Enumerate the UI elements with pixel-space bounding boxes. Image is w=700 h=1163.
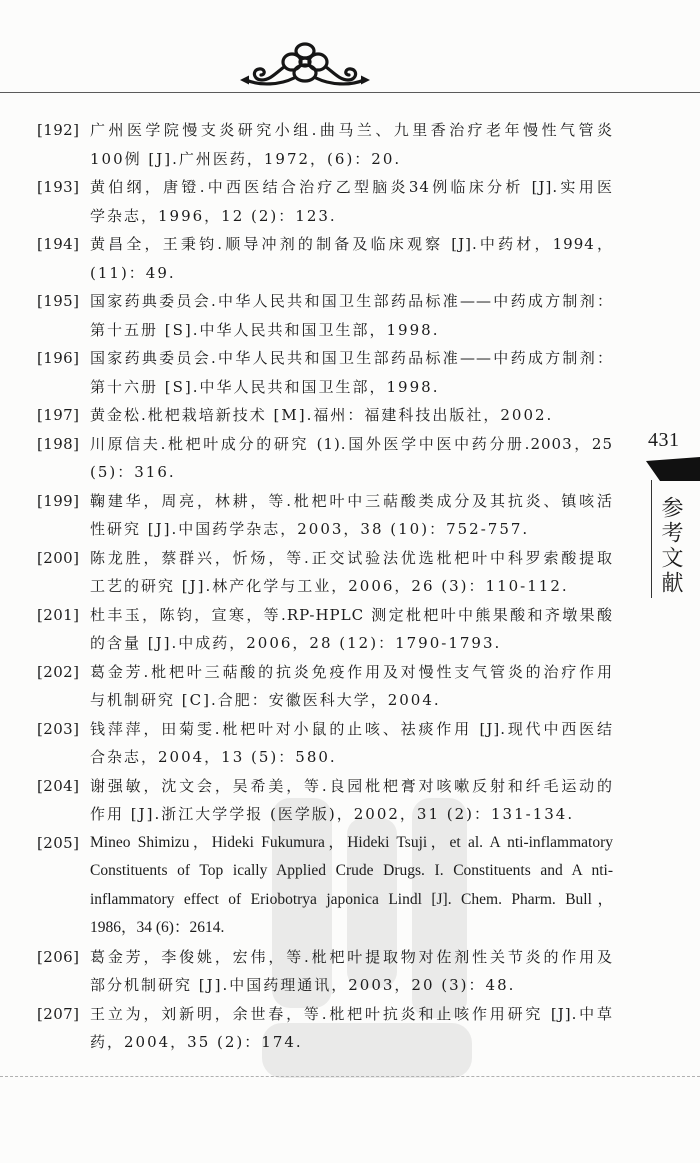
reference-number: [195] <box>37 292 80 310</box>
reference-line: 100例 [J].广州医药，1972，(6)：20. <box>90 149 402 168</box>
reference-line: 第十五册 [S].中华人民共和国卫生部，1998. <box>90 320 440 339</box>
header-rule <box>0 92 700 93</box>
reference-number: [194] <box>37 235 80 253</box>
reference-item <box>0 430 700 487</box>
reference-item <box>0 829 700 943</box>
reference-line: 第十六册 [S].中华人民共和国卫生部，1998. <box>90 377 440 396</box>
reference-line: (5)：316. <box>90 463 176 481</box>
reference-line: 王立为，刘新明，余世春，等.枇杷叶抗炎和止咳作用研究 [J].中草 <box>90 1004 613 1023</box>
reference-line: inflammatory effect of Eriobotrya japonica Lindl [J]. Chem. Pharm. Bull， <box>90 890 613 908</box>
reference-line: 谢强敏，沈文会，吴希美，等.良园枇杷膏对咳嗽反射和纤毛运动的 <box>90 776 613 795</box>
reference-item <box>0 943 700 1000</box>
reference-number: [196] <box>37 349 80 367</box>
reference-number: [202] <box>37 662 80 681</box>
reference-number: [193] <box>37 178 80 196</box>
reference-line: 葛金芳，李俊姚，宏伟，等.枇杷叶提取物对佐剂性关节炎的作用及 <box>90 947 613 966</box>
reference-line: 黄昌全，王秉钧.顺导冲剂的制备及临床观察 [J].中药材，1994， <box>90 235 613 253</box>
reference-line: 学杂志，1996，12 (2)：123. <box>90 206 337 225</box>
page-number: 431 <box>648 429 680 451</box>
reference-number: [204] <box>37 776 80 795</box>
reference-line: 川原信夫.枇杷叶成分的研究 (1).国外医学中医中药分册.2003，25 <box>90 434 613 453</box>
reference-item <box>0 487 700 544</box>
reference-line: 杜丰玉，陈钧，宣寒，等.RP-HPLC 测定枇杷叶中熊果酸和齐墩果酸 <box>90 605 613 624</box>
reference-line: 黄金松.枇杷栽培新技术 [M].福州：福建科技出版社，2002. <box>90 406 554 424</box>
reference-line: 鞠建华，周亮，林耕，等.枇杷叶中三萜酸类成分及其抗炎、镇咳活 <box>90 491 613 510</box>
reference-line: 工艺的研究 [J].林产化学与工业，2006，26 (3)：110-112. <box>90 577 569 595</box>
reference-line: (11)：49. <box>90 263 176 282</box>
reference-number: [197] <box>37 406 80 424</box>
reference-number: [192] <box>37 121 80 139</box>
reference-number: [200] <box>37 548 80 567</box>
reference-item <box>0 230 700 287</box>
knot-ornament-icon <box>240 40 370 90</box>
reference-number: [205] <box>37 833 80 852</box>
reference-line: 1986，34 (6)：2614. <box>90 919 225 936</box>
reference-line: Constituents of Top ically Applied Crude Drugs. I. Constituents and A nti- <box>90 862 613 879</box>
reference-line: 作用 [J].浙江大学学报 (医学版)，2002，31 (2)：131-134. <box>90 805 575 823</box>
reference-line: 合杂志，2004，13 (5)：580. <box>90 748 337 766</box>
reference-item <box>0 173 700 230</box>
reference-line: 广州医学院慢支炎研究小组.曲马兰、九里香治疗老年慢性气管炎 <box>90 121 613 139</box>
reference-list <box>0 116 700 1057</box>
reference-item <box>0 772 700 829</box>
reference-line: 药，2004，35 (2)：174. <box>90 1033 303 1051</box>
reference-line: Mineo Shimizu，Hideki Fukumura，Hideki Tsuji，et al. A nti-inflammatory <box>90 833 613 851</box>
reference-line: 的含量 [J].中成药，2006，28 (12)：1790-1793. <box>90 634 502 652</box>
reference-number: [203] <box>37 719 80 738</box>
reference-line: 钱萍萍，田菊雯.枇杷叶对小鼠的止咳、祛痰作用 [J].现代中西医结 <box>90 719 613 738</box>
reference-number: [207] <box>37 1004 80 1023</box>
reference-line: 国家药典委员会.中华人民共和国卫生部药品标准——中药成方制剂： <box>90 292 613 310</box>
reference-item <box>0 344 700 401</box>
reference-line: 葛金芳.枇杷叶三萜酸的抗炎免疫作用及对慢性支气管炎的治疗作用 <box>90 662 613 681</box>
reference-line: 国家药典委员会.中华人民共和国卫生部药品标准——中药成方制剂： <box>90 349 613 367</box>
reference-line: 性研究 [J].中国药学杂志，2003，38 (10)：752-757. <box>90 520 530 538</box>
reference-item <box>0 287 700 344</box>
reference-item <box>0 715 700 772</box>
section-title: 参考文献 <box>658 496 683 596</box>
reference-line: 黄伯纲，唐镫.中西医结合治疗乙型脑炎34例临床分析 [J].实用医 <box>90 178 613 196</box>
reference-item <box>0 401 700 430</box>
section-tab-marker-icon <box>646 456 700 482</box>
reference-item <box>0 1000 700 1057</box>
reference-line: 部分机制研究 [J].中国药理通讯，2003，20 (3)：48. <box>90 976 516 994</box>
reference-item <box>0 601 700 658</box>
footer-rule <box>0 1076 700 1077</box>
reference-number: [201] <box>37 605 80 624</box>
reference-item <box>0 544 700 601</box>
section-tab-rule <box>651 480 652 598</box>
reference-number: [206] <box>37 947 80 966</box>
reference-number: [198] <box>37 434 80 453</box>
reference-item <box>0 658 700 715</box>
reference-line: 陈龙胜，蔡群兴，忻炀，等.正交试验法优选枇杷叶中科罗索酸提取 <box>90 548 613 567</box>
reference-item <box>0 116 700 173</box>
reference-number: [199] <box>37 491 80 510</box>
reference-line: 与机制研究 [C].合肥：安徽医科大学，2004. <box>90 691 441 709</box>
